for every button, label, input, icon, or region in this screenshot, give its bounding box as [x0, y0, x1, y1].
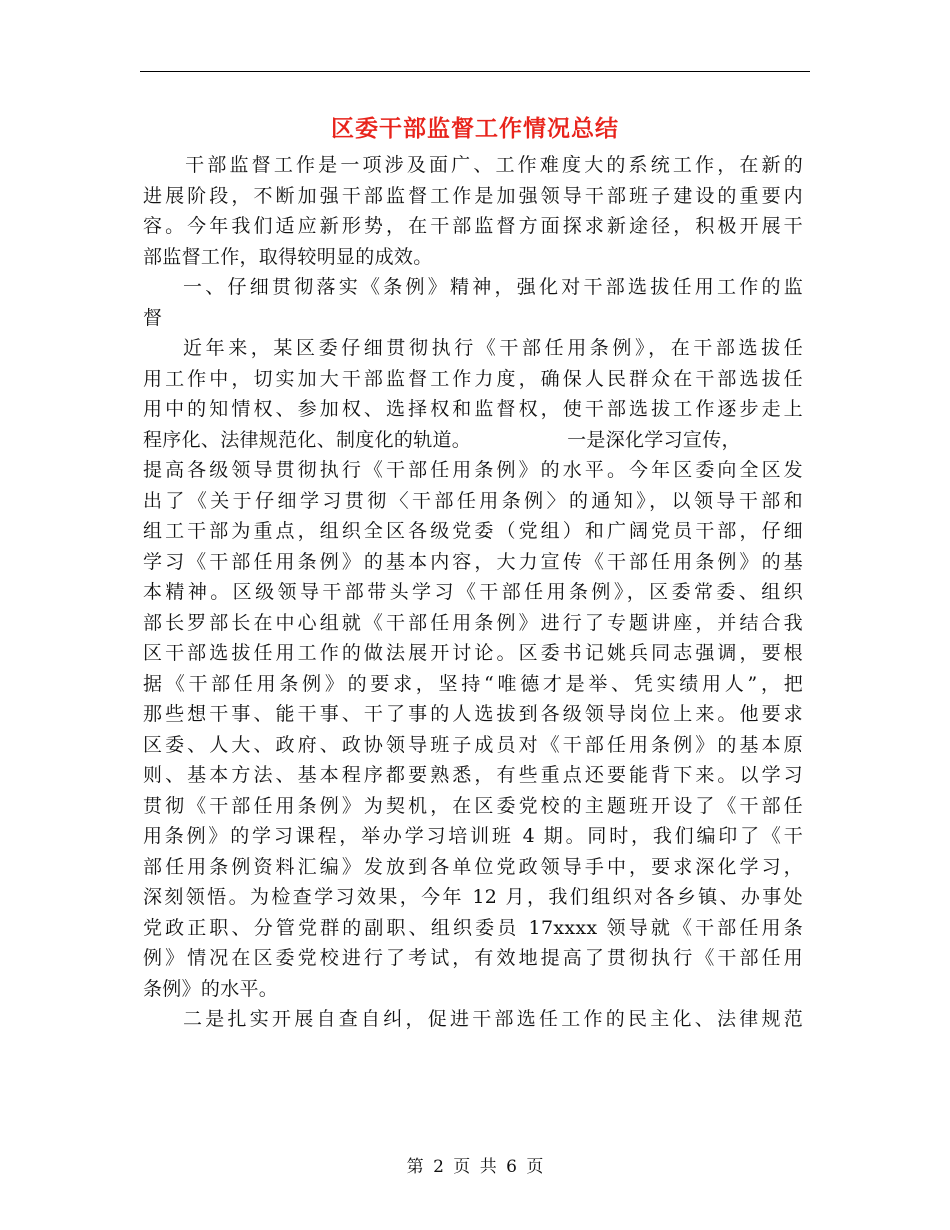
text-line: 党政正职、分管党群的副职、组织委员 17xxxx 领导就《干部任用条: [143, 916, 803, 939]
text-line: 程序化、法律规范化、制度化的轨道。 一是深化学习宣传，: [143, 428, 741, 451]
text-line: 用中的知情权、参加权、选择权和监督权，使干部选拔工作逐步走上: [143, 398, 803, 420]
text-line: 则、基本方法、基本程序都要熟悉，有些重点还要能背下来。以学习: [143, 764, 803, 786]
text-line: 深刻领悟。为检查学习效果，今年 12 月，我们组织对各乡镇、办事处: [143, 886, 803, 908]
document-body: [143, 150, 803, 1035]
text-line: 容。今年我们适应新形势，在干部监督方面探求新途径，积极开展干: [143, 215, 803, 237]
text-line: 用工作中，切实加大干部监督工作力度，确保人民群众在干部选拔任: [143, 367, 803, 390]
text-line: 学习《干部任用条例》的基本内容，大力宣传《干部任用条例》的基: [143, 550, 803, 573]
text-line: 那些想干事、能干事、干了事的人选拔到各级领导岗位上来。他要求: [143, 703, 803, 725]
document-title: 区委干部监督工作情况总结: [331, 116, 619, 142]
text-line: 例》情况在区委党校进行了考试，有效地提高了贯彻执行《干部任用: [143, 947, 803, 969]
text-line: 区委、人大、政府、政协领导班子成员对《干部任用条例》的基本原: [143, 733, 803, 756]
text-line: 部长罗部长在中心组就《干部任用条例》进行了专题讲座，并结合我: [143, 611, 803, 634]
text-line: 用条例》的学习课程，举办学习培训班 4 期。同时，我们编印了《干: [143, 825, 803, 847]
text-line: 出了《关于仔细学习贯彻〈干部任用条例〉的通知》，以领导干部和: [143, 489, 803, 512]
text-line: 组工干部为重点，组织全区各级党委（党组）和广阔党员干部，仔细: [143, 520, 803, 542]
text-line: 一、仔细贯彻落实《条例》精神，强化对干部选拔任用工作的监: [183, 276, 803, 298]
header-rule: [140, 71, 810, 72]
text-line: 部监督工作，取得较明显的成效。: [143, 245, 433, 268]
page-footer: 第 2 页 共 6 页: [406, 1157, 544, 1177]
text-line: 贯彻《干部任用条例》为契机，在区委党校的主题班开设了《干部任: [143, 794, 803, 817]
text-line: 干部监督工作是一项涉及面广、工作难度大的系统工作，在新的: [163, 154, 803, 176]
text-line: 本精神。区级领导干部带头学习《干部任用条例》，区委常委、组织: [143, 581, 803, 603]
text-line: 区干部选拔任用工作的做法展开讨论。区委书记姚兵同志强调，要根: [143, 642, 803, 664]
text-line: 近年来，某区委仔细贯彻执行《干部任用条例》，在干部选拔任: [183, 337, 803, 359]
text-line: 二是扎实开展自查自纠，促进干部选任工作的民主化、法律规范: [183, 1008, 803, 1030]
text-line: 进展阶段，不断加强干部监督工作是加强领导干部班子建设的重要内: [143, 184, 803, 207]
text-line: 据《干部任用条例》的要求，坚持“唯德才是举、凭实绩用人”，把: [143, 672, 803, 695]
text-line: 提高各级领导贯彻执行《干部任用条例》的水平。今年区委向全区发: [143, 459, 803, 481]
text-line: 条例》的水平。: [143, 977, 279, 1000]
text-line: 部任用条例资料汇编》发放到各单位党政领导手中，要求深化学习，: [143, 855, 803, 878]
text-line: 督: [143, 306, 163, 329]
